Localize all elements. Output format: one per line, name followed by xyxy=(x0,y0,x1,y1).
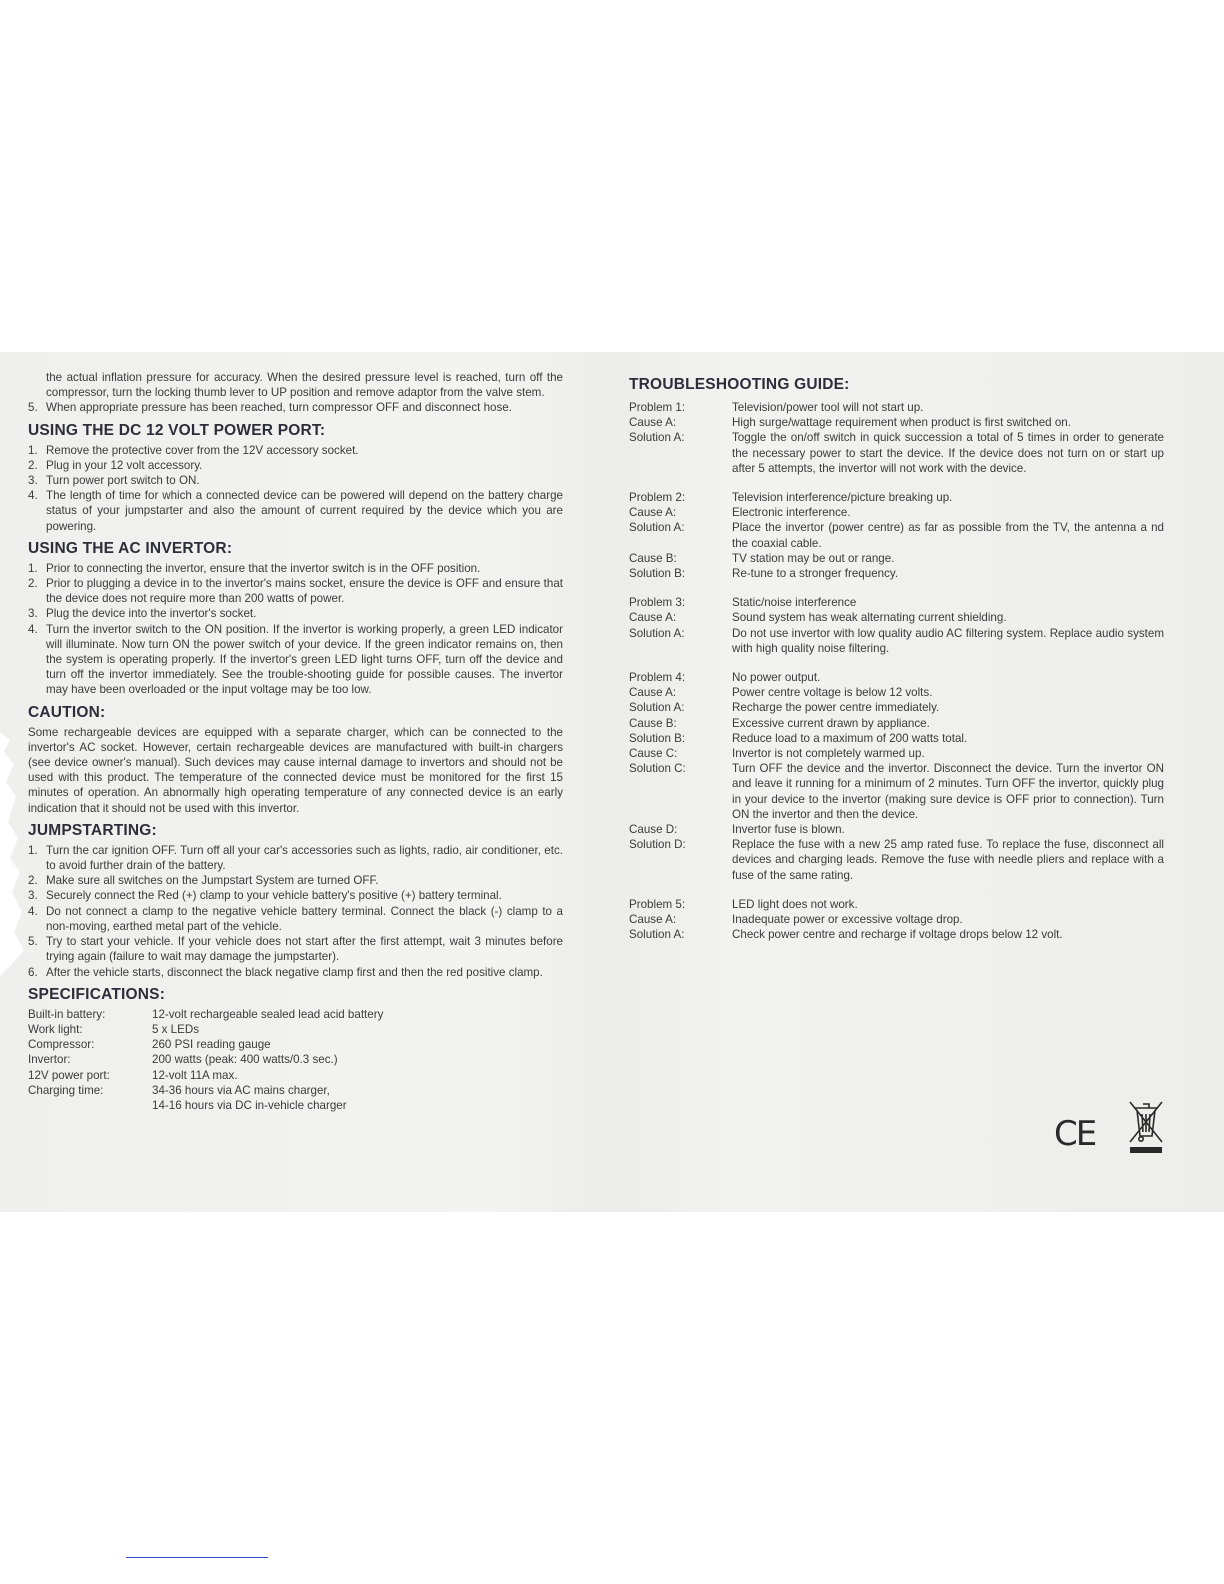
row-text: TV station may be out or range. xyxy=(732,551,895,565)
row-label: Solution B: xyxy=(629,731,686,745)
step: 4. Turn the invertor switch to the ON position. If the invertor is working properly, a green LED indicator will illuminate. Now turn ON the power switch of your device. If the green indicator remains on, then the system is operating properly. If the invertor's green LED light turns OFF, turn off the device and turn off the invertor immediately. See the trouble-shooting guide for possible causes. The invertor may have been overloaded or the input voltage may be too low. xyxy=(28,622,563,697)
inflation-step-5 xyxy=(28,400,563,415)
divider-line xyxy=(126,1557,268,1558)
step: 2. Prior to plugging a device in to the invertor's mains socket, ensure the device is OFF and ensure that the device does not require more than 200 watts of power. xyxy=(28,577,563,606)
troubleshooting-row xyxy=(629,731,1164,746)
troubleshooting-problem-block xyxy=(629,490,1164,581)
troubleshooting-guide xyxy=(629,400,1164,943)
step: 2. Plug in your 12 volt accessory. xyxy=(28,458,203,472)
row-label: Problem 5: xyxy=(629,897,686,911)
troubleshooting-row xyxy=(629,505,1164,520)
jumpstarting-heading: JUMPSTARTING: xyxy=(28,821,157,839)
row-label: Solution C: xyxy=(629,762,686,776)
troubleshooting-row xyxy=(629,897,1164,912)
troubleshooting-row xyxy=(629,595,1164,610)
row-text: Excessive current drawn by appliance. xyxy=(732,716,930,730)
row-label: Solution A: xyxy=(629,431,685,445)
troubleshooting-row xyxy=(629,400,1164,415)
dc-power-port-heading: USING THE DC 12 VOLT POWER PORT: xyxy=(28,421,326,439)
row-text: No power output. xyxy=(732,671,821,685)
troubleshooting-problem-block xyxy=(629,897,1164,943)
troubleshooting-row xyxy=(629,837,1164,883)
step: 1. Turn the car ignition OFF. Turn off all your car's accessories such as lights, radio, air conditioner, etc. to avoid further drain of the battery. xyxy=(28,843,563,873)
step: 1. Prior to connecting the invertor, ensure that the invertor switch is in the OFF position. xyxy=(28,561,481,575)
row-label: Solution A: xyxy=(629,928,685,942)
troubleshooting-heading: TROUBLESHOOTING GUIDE: xyxy=(629,376,850,393)
row-label: Solution A: xyxy=(629,701,685,715)
row-text: Television interference/picture breaking up. xyxy=(732,491,953,505)
dc-steps xyxy=(28,443,563,534)
step: 5. When appropriate pressure has been reached, turn compressor OFF and disconnect hose. xyxy=(28,401,512,415)
troubleshooting-row xyxy=(629,430,1164,476)
row-label: Problem 4: xyxy=(629,671,686,685)
troubleshooting-row xyxy=(629,566,1164,581)
step: 2. Make sure all switches on the Jumpstart System are turned OFF. xyxy=(28,874,379,888)
row-text: Television/power tool will not start up. xyxy=(732,401,924,414)
right-column xyxy=(629,370,1164,943)
step: 4. The length of time for which a connected device can be powered will depend on the battery charge status of your jumpstarter and also the amount of current required by the device which you are powering. xyxy=(28,489,563,533)
ac-steps xyxy=(28,561,563,698)
row-text: Replace the fuse with a new 25 amp rated fuse. To replace the fuse, disconnect all devices and charging leads. Remove the fuse with needle pliers and replace with a fuse of the same rating. xyxy=(732,838,1164,882)
row-label: Solution A: xyxy=(629,521,685,535)
spec-row: 14-16 hours via DC in-vehicle charger xyxy=(152,1098,347,1112)
row-text: Do not use invertor with low quality audio AC filtering system. Replace audio system with high quality noise filtering. xyxy=(732,626,1164,655)
spec-row: Invertor: 200 watts (peak: 400 watts/0.3 sec.) xyxy=(28,1053,338,1067)
row-text: Invertor fuse is blown. xyxy=(732,823,845,837)
row-text: Reduce load to a maximum of 200 watts total. xyxy=(732,731,968,745)
step: 1. Remove the protective cover from the 12V accessory socket. xyxy=(28,443,359,457)
troubleshooting-row xyxy=(629,670,1164,685)
manual-sheet xyxy=(0,352,1224,1212)
step: 6. After the vehicle starts, disconnect the black negative clamp first and then the red positive clamp. xyxy=(28,965,543,979)
row-label: Cause A: xyxy=(629,611,677,625)
ac-invertor-heading: USING THE AC INVERTOR: xyxy=(28,539,233,557)
troubleshooting-row xyxy=(629,490,1164,505)
row-label: Problem 2: xyxy=(629,491,686,505)
troubleshooting-row xyxy=(629,415,1164,430)
row-label: Cause A: xyxy=(629,913,677,927)
troubleshooting-row xyxy=(629,927,1164,942)
step: 5. Try to start your vehicle. If your vehicle does not start after the first attempt, wait 3 minutes before trying again (failure to wait may damage the jumpstarter). xyxy=(28,935,563,964)
spec-row: Charging time: 34-36 hours via AC mains charger, xyxy=(28,1083,330,1097)
row-text: LED light does not work. xyxy=(732,897,858,911)
row-label: Cause D: xyxy=(629,823,678,837)
troubleshooting-row xyxy=(629,761,1164,822)
troubleshooting-row xyxy=(629,822,1164,837)
troubleshooting-row xyxy=(629,520,1164,550)
row-label: Problem 1: xyxy=(629,401,686,414)
left-column xyxy=(28,370,563,1113)
troubleshooting-row xyxy=(629,746,1164,761)
caution-heading: CAUTION: xyxy=(28,703,106,721)
step: 3. Securely connect the Red (+) clamp to your vehicle battery's positive (+) battery terminal. xyxy=(28,889,502,903)
row-text: Re-tune to a stronger frequency. xyxy=(732,567,899,581)
troubleshooting-row xyxy=(629,716,1164,731)
row-label: Cause A: xyxy=(629,686,677,700)
row-text: Inadequate power or excessive voltage drop. xyxy=(732,913,963,927)
row-label: Problem 3: xyxy=(629,596,686,610)
row-text: Power centre voltage is below 12 volts. xyxy=(732,686,933,700)
inflation-continued: the actual inflation pressure for accuracy. When the desired pressure level is reached, turn off the compressor, turn the locking thumb lever to UP position and remove adaptor from the valve stem. xyxy=(46,371,563,400)
troubleshooting-problem-block xyxy=(629,670,1164,883)
troubleshooting-problem-block xyxy=(629,595,1164,656)
step: 3. Turn power port switch to ON. xyxy=(28,474,200,488)
row-text: Recharge the power centre immediately. xyxy=(732,701,940,715)
compliance-marks xyxy=(1054,1098,1166,1158)
step: 3. Plug the device into the invertor's socket. xyxy=(28,607,257,621)
row-text: Place the invertor (power centre) as far as possible from the TV, the antenna a nd the coaxial cable. xyxy=(732,521,1164,550)
row-label: Cause C: xyxy=(629,747,678,761)
row-label: Cause A: xyxy=(629,416,677,430)
crossed-out-wheelie-bin-icon xyxy=(1126,1098,1166,1156)
row-text: Sound system has weak alternating current shielding. xyxy=(732,611,1007,625)
row-text: Electronic interference. xyxy=(732,506,851,520)
troubleshooting-row xyxy=(629,912,1164,927)
row-text: Static/noise interference xyxy=(732,596,857,610)
row-label: Cause A: xyxy=(629,506,677,520)
row-label: Solution B: xyxy=(629,567,686,581)
troubleshooting-row xyxy=(629,551,1164,566)
troubleshooting-problem-block xyxy=(629,400,1164,476)
row-text: Invertor is not completely warmed up. xyxy=(732,747,925,761)
troubleshooting-row xyxy=(629,700,1164,715)
row-text: Check power centre and recharge if voltage drops below 12 volt. xyxy=(732,928,1063,942)
troubleshooting-row xyxy=(629,626,1164,656)
row-text: Toggle the on/off switch in quick succession a total of 5 times in order to generate the necessary power to start the device. If the device does not turn on or start up after 5 attempts, the invertor will not work with the device. xyxy=(732,431,1164,475)
jumpstart-steps xyxy=(28,843,563,980)
row-label: Solution D: xyxy=(629,838,686,852)
troubleshooting-row xyxy=(629,610,1164,625)
specifications-table xyxy=(28,1007,563,1113)
troubleshooting-row xyxy=(629,685,1164,700)
ce-mark: CE xyxy=(1054,1114,1096,1154)
spec-row: Work light: 5 x LEDs xyxy=(28,1022,200,1036)
row-text: High surge/wattage requirement when product is first switched on. xyxy=(732,416,1071,430)
row-text: Turn OFF the device and the invertor. Disconnect the device. Turn the invertor ON and leave it running for a minimum of 2 minutes. Turn OFF the invertor, quickly plug in your device to the invertor (making sure device is OFF prior to connection). Turn ON the invertor and then the device. xyxy=(732,762,1164,821)
caution-text: Some rechargeable devices are equipped with a separate charger, which can be connected to the invertor's AC socket. However, certain rechargeable devices are manufactured with built-in chargers (see device owner's manual). Such devices may cause internal damage to invertors and should not be used with this product. The temperature of the connected device must be monitored for the first 15 minutes of operation. An abnormally high operating temperature of any connected device is an early indication that it should not be used with this invertor. xyxy=(28,725,563,815)
spec-row: Built-in battery: 12-volt rechargeable sealed lead acid battery xyxy=(28,1007,384,1021)
specifications-heading: SPECIFICATIONS: xyxy=(28,985,166,1003)
spec-row: Compressor: 260 PSI reading gauge xyxy=(28,1038,271,1052)
step: 4. Do not connect a clamp to the negative vehicle battery terminal. Connect the black (-) clamp to a non-moving, earthed metal part of the vehicle. xyxy=(28,904,563,933)
spec-row: 12V power port: 12-volt 11A max. xyxy=(28,1068,238,1082)
row-label: Solution A: xyxy=(629,626,685,640)
row-label: Cause B: xyxy=(629,551,677,565)
row-label: Cause B: xyxy=(629,716,677,730)
